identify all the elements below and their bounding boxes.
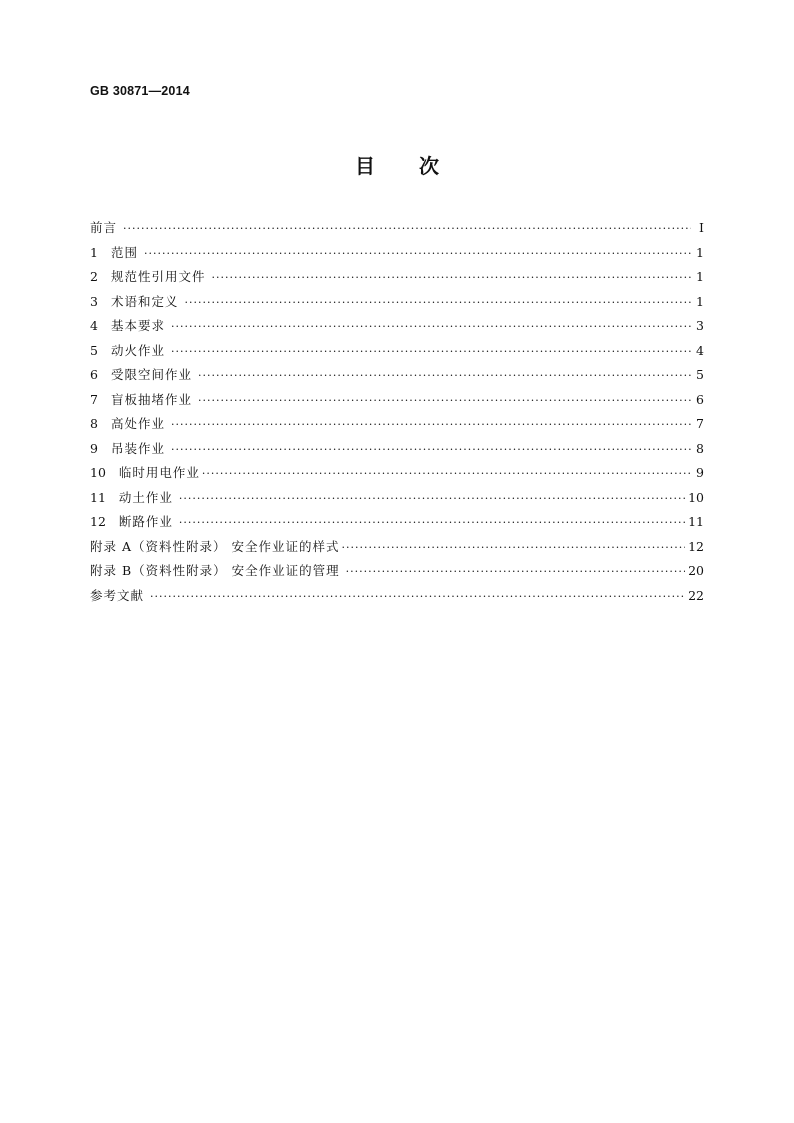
toc-entry-title: 动火作业 bbox=[110, 342, 165, 358]
toc-leader bbox=[144, 242, 691, 267]
toc-entry-3[interactable] bbox=[90, 290, 704, 315]
toc-entry-page: 7 bbox=[696, 416, 704, 431]
toc-leader bbox=[171, 413, 691, 438]
toc-entry-9[interactable] bbox=[90, 437, 704, 462]
toc-entry-title: 高处作业 bbox=[110, 416, 165, 431]
toc-title-char: 目 bbox=[355, 154, 375, 178]
toc-entry-page: 6 bbox=[696, 391, 704, 407]
toc-entry-title: 规范性引用文件 bbox=[110, 269, 206, 284]
toc-entry-number: 7 bbox=[90, 391, 98, 407]
toc-entry-6[interactable] bbox=[90, 363, 704, 388]
toc-entry-12[interactable] bbox=[90, 510, 704, 535]
toc-entry-title: 受限空间作业 bbox=[110, 367, 192, 382]
toc-entry-page: 3 bbox=[696, 318, 704, 333]
toc-entry-number: 4 bbox=[90, 318, 98, 333]
toc-leader bbox=[341, 536, 685, 561]
toc-entry-page: 20 bbox=[688, 563, 704, 578]
toc-entry-foreword[interactable] bbox=[90, 216, 704, 241]
toc-entry-number: 2 bbox=[90, 269, 98, 284]
toc-leader bbox=[184, 291, 691, 316]
toc-list bbox=[90, 216, 704, 608]
toc-entry-title: 范围 bbox=[110, 244, 138, 260]
toc-leader bbox=[202, 462, 691, 487]
toc-leader bbox=[150, 585, 685, 610]
toc-entry-number: 10 bbox=[90, 465, 106, 480]
toc-entry-number: 12 bbox=[90, 514, 106, 529]
toc-leader bbox=[171, 340, 691, 365]
toc-entry-title: 断路作业 bbox=[118, 514, 173, 529]
toc-entry-title: 盲板抽堵作业 bbox=[110, 391, 192, 407]
toc-entry-title: 前言 bbox=[90, 220, 118, 235]
toc-entry-title: 术语和定义 bbox=[110, 293, 179, 309]
toc-entry-page: 1 bbox=[696, 293, 704, 309]
toc-entry-page: 8 bbox=[696, 440, 704, 456]
toc-entry-title: 附录 A（资料性附录） 安全作业证的样式 bbox=[90, 538, 340, 554]
toc-entry-7[interactable] bbox=[90, 388, 704, 413]
toc-leader bbox=[346, 560, 685, 585]
toc-leader bbox=[179, 511, 685, 536]
toc-entry-page: 11 bbox=[688, 514, 704, 529]
toc-leader bbox=[211, 266, 691, 291]
toc-entry-page: 10 bbox=[688, 489, 704, 505]
toc-leader bbox=[171, 315, 691, 340]
toc-entry-11[interactable] bbox=[90, 486, 704, 511]
toc-title bbox=[0, 150, 794, 179]
toc-leader bbox=[179, 487, 685, 512]
toc-entry-page: 9 bbox=[696, 465, 704, 480]
toc-title-char: 次 bbox=[419, 154, 439, 178]
toc-entry-page: 1 bbox=[696, 244, 704, 260]
toc-entry-title: 临时用电作业 bbox=[118, 465, 200, 480]
toc-entry-page: 5 bbox=[696, 367, 704, 382]
toc-entry-title: 基本要求 bbox=[110, 318, 165, 333]
toc-entry-title: 吊装作业 bbox=[110, 440, 165, 456]
toc-entry-page: 1 bbox=[696, 269, 704, 284]
toc-leader bbox=[171, 438, 691, 463]
toc-entry-title: 参考文献 bbox=[90, 587, 145, 603]
toc-entry-appendix-a[interactable] bbox=[90, 535, 704, 560]
toc-entry-4[interactable] bbox=[90, 314, 704, 339]
standard-code: GB 30871—2014 bbox=[90, 84, 190, 98]
toc-entry-title: 附录 B（资料性附录） 安全作业证的管理 bbox=[90, 563, 340, 578]
toc-entry-number: 11 bbox=[90, 489, 106, 505]
toc-leader bbox=[198, 389, 691, 414]
toc-entry-number: 9 bbox=[90, 440, 98, 456]
toc-entry-page: 12 bbox=[688, 538, 704, 554]
toc-entry-references[interactable] bbox=[90, 584, 704, 609]
toc-entry-number: 8 bbox=[90, 416, 98, 431]
toc-leader bbox=[198, 364, 691, 389]
toc-entry-number: 1 bbox=[90, 244, 98, 260]
toc-entry-number: 6 bbox=[90, 367, 98, 382]
toc-entry-number: 3 bbox=[90, 293, 98, 309]
toc-entry-page: 22 bbox=[688, 587, 704, 603]
toc-entry-8[interactable] bbox=[90, 412, 704, 437]
toc-entry-page: 4 bbox=[696, 342, 704, 358]
toc-leader bbox=[123, 217, 691, 242]
toc-entry-10[interactable] bbox=[90, 461, 704, 486]
toc-entry-5[interactable] bbox=[90, 339, 704, 364]
toc-entry-number: 5 bbox=[90, 342, 98, 358]
toc-entry-1[interactable] bbox=[90, 241, 704, 266]
toc-entry-appendix-b[interactable] bbox=[90, 559, 704, 584]
toc-entry-title: 动土作业 bbox=[118, 489, 173, 505]
toc-entry-2[interactable] bbox=[90, 265, 704, 290]
toc-entry-page: Ⅰ bbox=[699, 220, 704, 235]
